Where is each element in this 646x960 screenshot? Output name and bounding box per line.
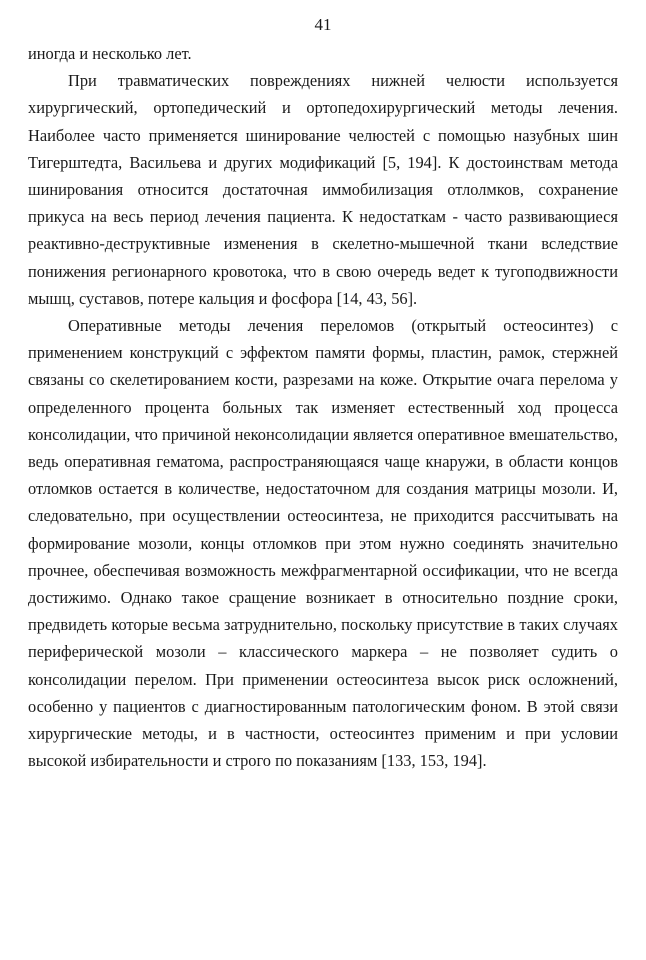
page-number: 41: [314, 15, 332, 34]
paragraph-osteosynthesis: Оперативные методы лечения переломов (открытый остеосинтез) с применением конструкций с эффектом памяти формы, пластин, рамок, стержней связаны со скелетированием кости, разрезами на коже. Открытие очага перелома у определенного процента больных так изменяет естественный ход процесса консолидации, что причиной неконсолидации является оперативное вмешательство, ведь оперативная гематома, распространяющаяся чаще кнаружи, в области концов отломков остается в количестве, недостаточном для создания матрицы мозоли. И, следовательно, при осуществлении остеосинтеза, не приходится рассчитывать на формирование мозоли, концы отломков при этом нужно соединять значительно прочнее, обеспечивая возможность межфрагментарной оссификации, что не всегда достижимо. Однако такое сращение возникает в относительно поздние сроки, предвидеть которые весьма затруднительно, поскольку присутствие в таких случаях периферической мозоли – классического маркера – не позволяет судить о консолидации перелом. При применении остеосинтеза высок риск осложнений, особенно у пациентов с диагностированным патологическим фоном. В этой связи хирургические методы, и в частности, остеосинтез применим и при условии высокой избирательности и строго по показаниям [133, 153, 194].: [28, 316, 618, 771]
paragraph-continuation: иногда и несколько лет.: [28, 44, 192, 63]
body-text: [28, 40, 618, 774]
paragraph-mandible-treatment: При травматических повреждениях нижней челюсти используется хирургический, ортопедический и ортопедохирургический методы лечения. Наиболее часто применяется шинирование челюстей с помощью назубных шин Тигерштедта, Васильева и других модификаций [5, 194]. К достоинствам метода шинирования относится достаточная иммобилизация отлолмков, сохранение прикуса на весь период лечения пациента. К недостаткам - часто развивающиеся реактивно-деструктивные изменения в скелетно-мышечной ткани вследствие понижения регионарного кровотока, что в свою очередь ведет к тугоподвижности мышц, суставов, потере кальция и фосфора [14, 43, 56].: [28, 71, 618, 308]
